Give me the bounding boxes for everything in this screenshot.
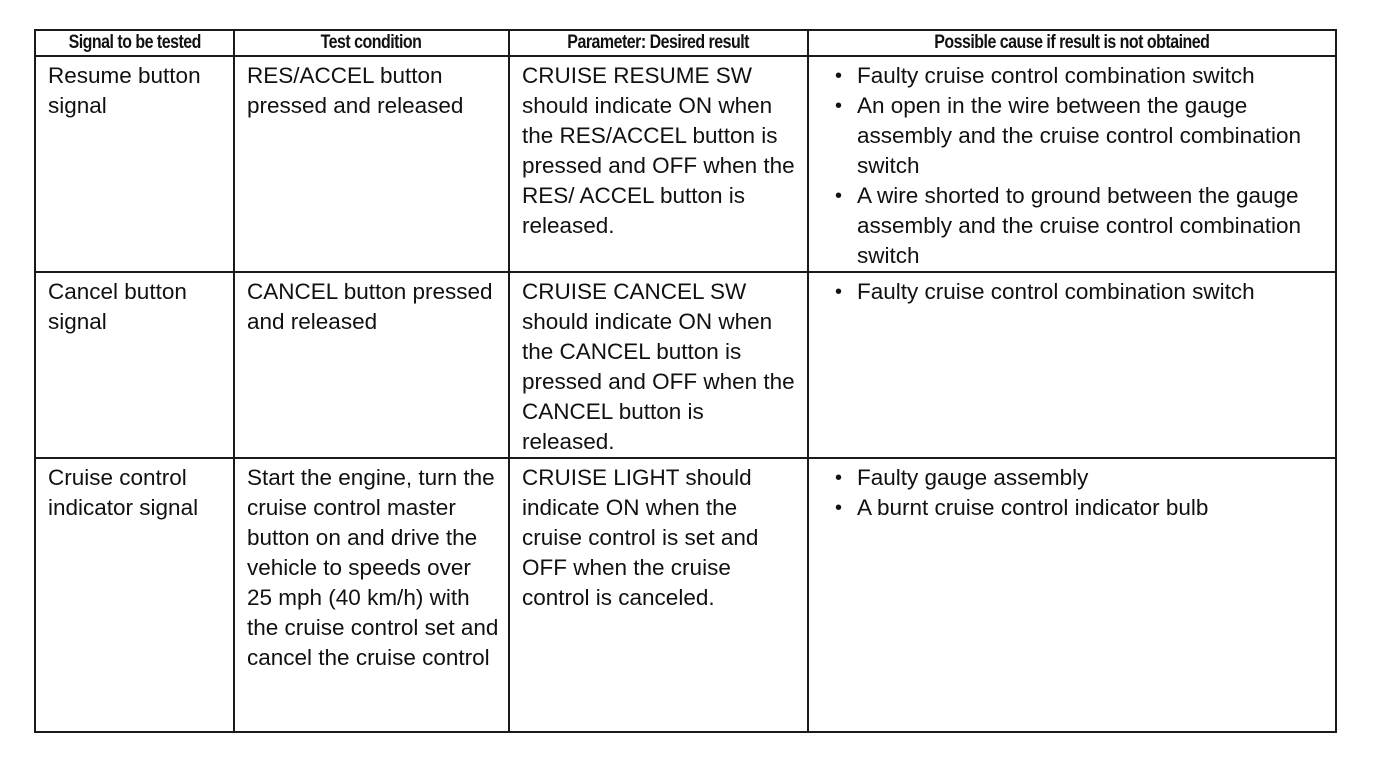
header-signal: Signal to be tested — [35, 30, 234, 56]
table-header-row — [35, 30, 1336, 56]
condition-cell: CANCEL button pressed and released — [234, 272, 509, 458]
cause-item: • Faulty gauge assembly — [857, 463, 1329, 493]
cause-item: • A burnt cruise control indicator bulb — [857, 493, 1329, 523]
condition-cell: RES/ACCEL button pressed and released — [234, 56, 509, 272]
troubleshooting-table — [34, 29, 1337, 733]
header-test-condition: Test condition — [234, 30, 509, 56]
parameter-cell: CRUISE RESUME SW should indicate ON when the RES/ACCEL button is pressed and OFF when the RES/ ACCEL button is released. — [509, 56, 808, 272]
header-parameter: Parameter: Desired result — [509, 30, 808, 56]
table-row — [35, 56, 1336, 272]
header-possible-cause: Possible cause if result is not obtained — [808, 30, 1336, 56]
cause-cell — [808, 56, 1336, 272]
cause-item: • A wire shorted to ground between the gauge assembly and the cruise control combination switch — [857, 181, 1329, 271]
cause-item: • An open in the wire between the gauge assembly and the cruise control combination switch — [857, 91, 1329, 181]
condition-cell: Start the engine, turn the cruise control master button on and drive the vehicle to speeds over 25 mph (40 km/h) with the cruise control set and cancel the cruise control — [234, 458, 509, 732]
cause-cell — [808, 272, 1336, 458]
table-row — [35, 272, 1336, 458]
parameter-cell: CRUISE CANCEL SW should indicate ON when the CANCEL button is pressed and OFF when the CANCEL button is released. — [509, 272, 808, 458]
cause-list — [821, 277, 1329, 307]
parameter-cell: CRUISE LIGHT should indicate ON when the cruise control is set and OFF when the cruise control is canceled. — [509, 458, 808, 732]
cause-list — [821, 61, 1329, 271]
signal-cell: Cruise control indicator signal — [35, 458, 234, 732]
cause-list — [821, 463, 1329, 523]
cause-item: • Faulty cruise control combination switch — [857, 277, 1329, 307]
signal-cell: Resume button signal — [35, 56, 234, 272]
signal-cell: Cancel button signal — [35, 272, 234, 458]
cause-item: • Faulty cruise control combination switch — [857, 61, 1329, 91]
cause-cell — [808, 458, 1336, 732]
table-row — [35, 458, 1336, 732]
